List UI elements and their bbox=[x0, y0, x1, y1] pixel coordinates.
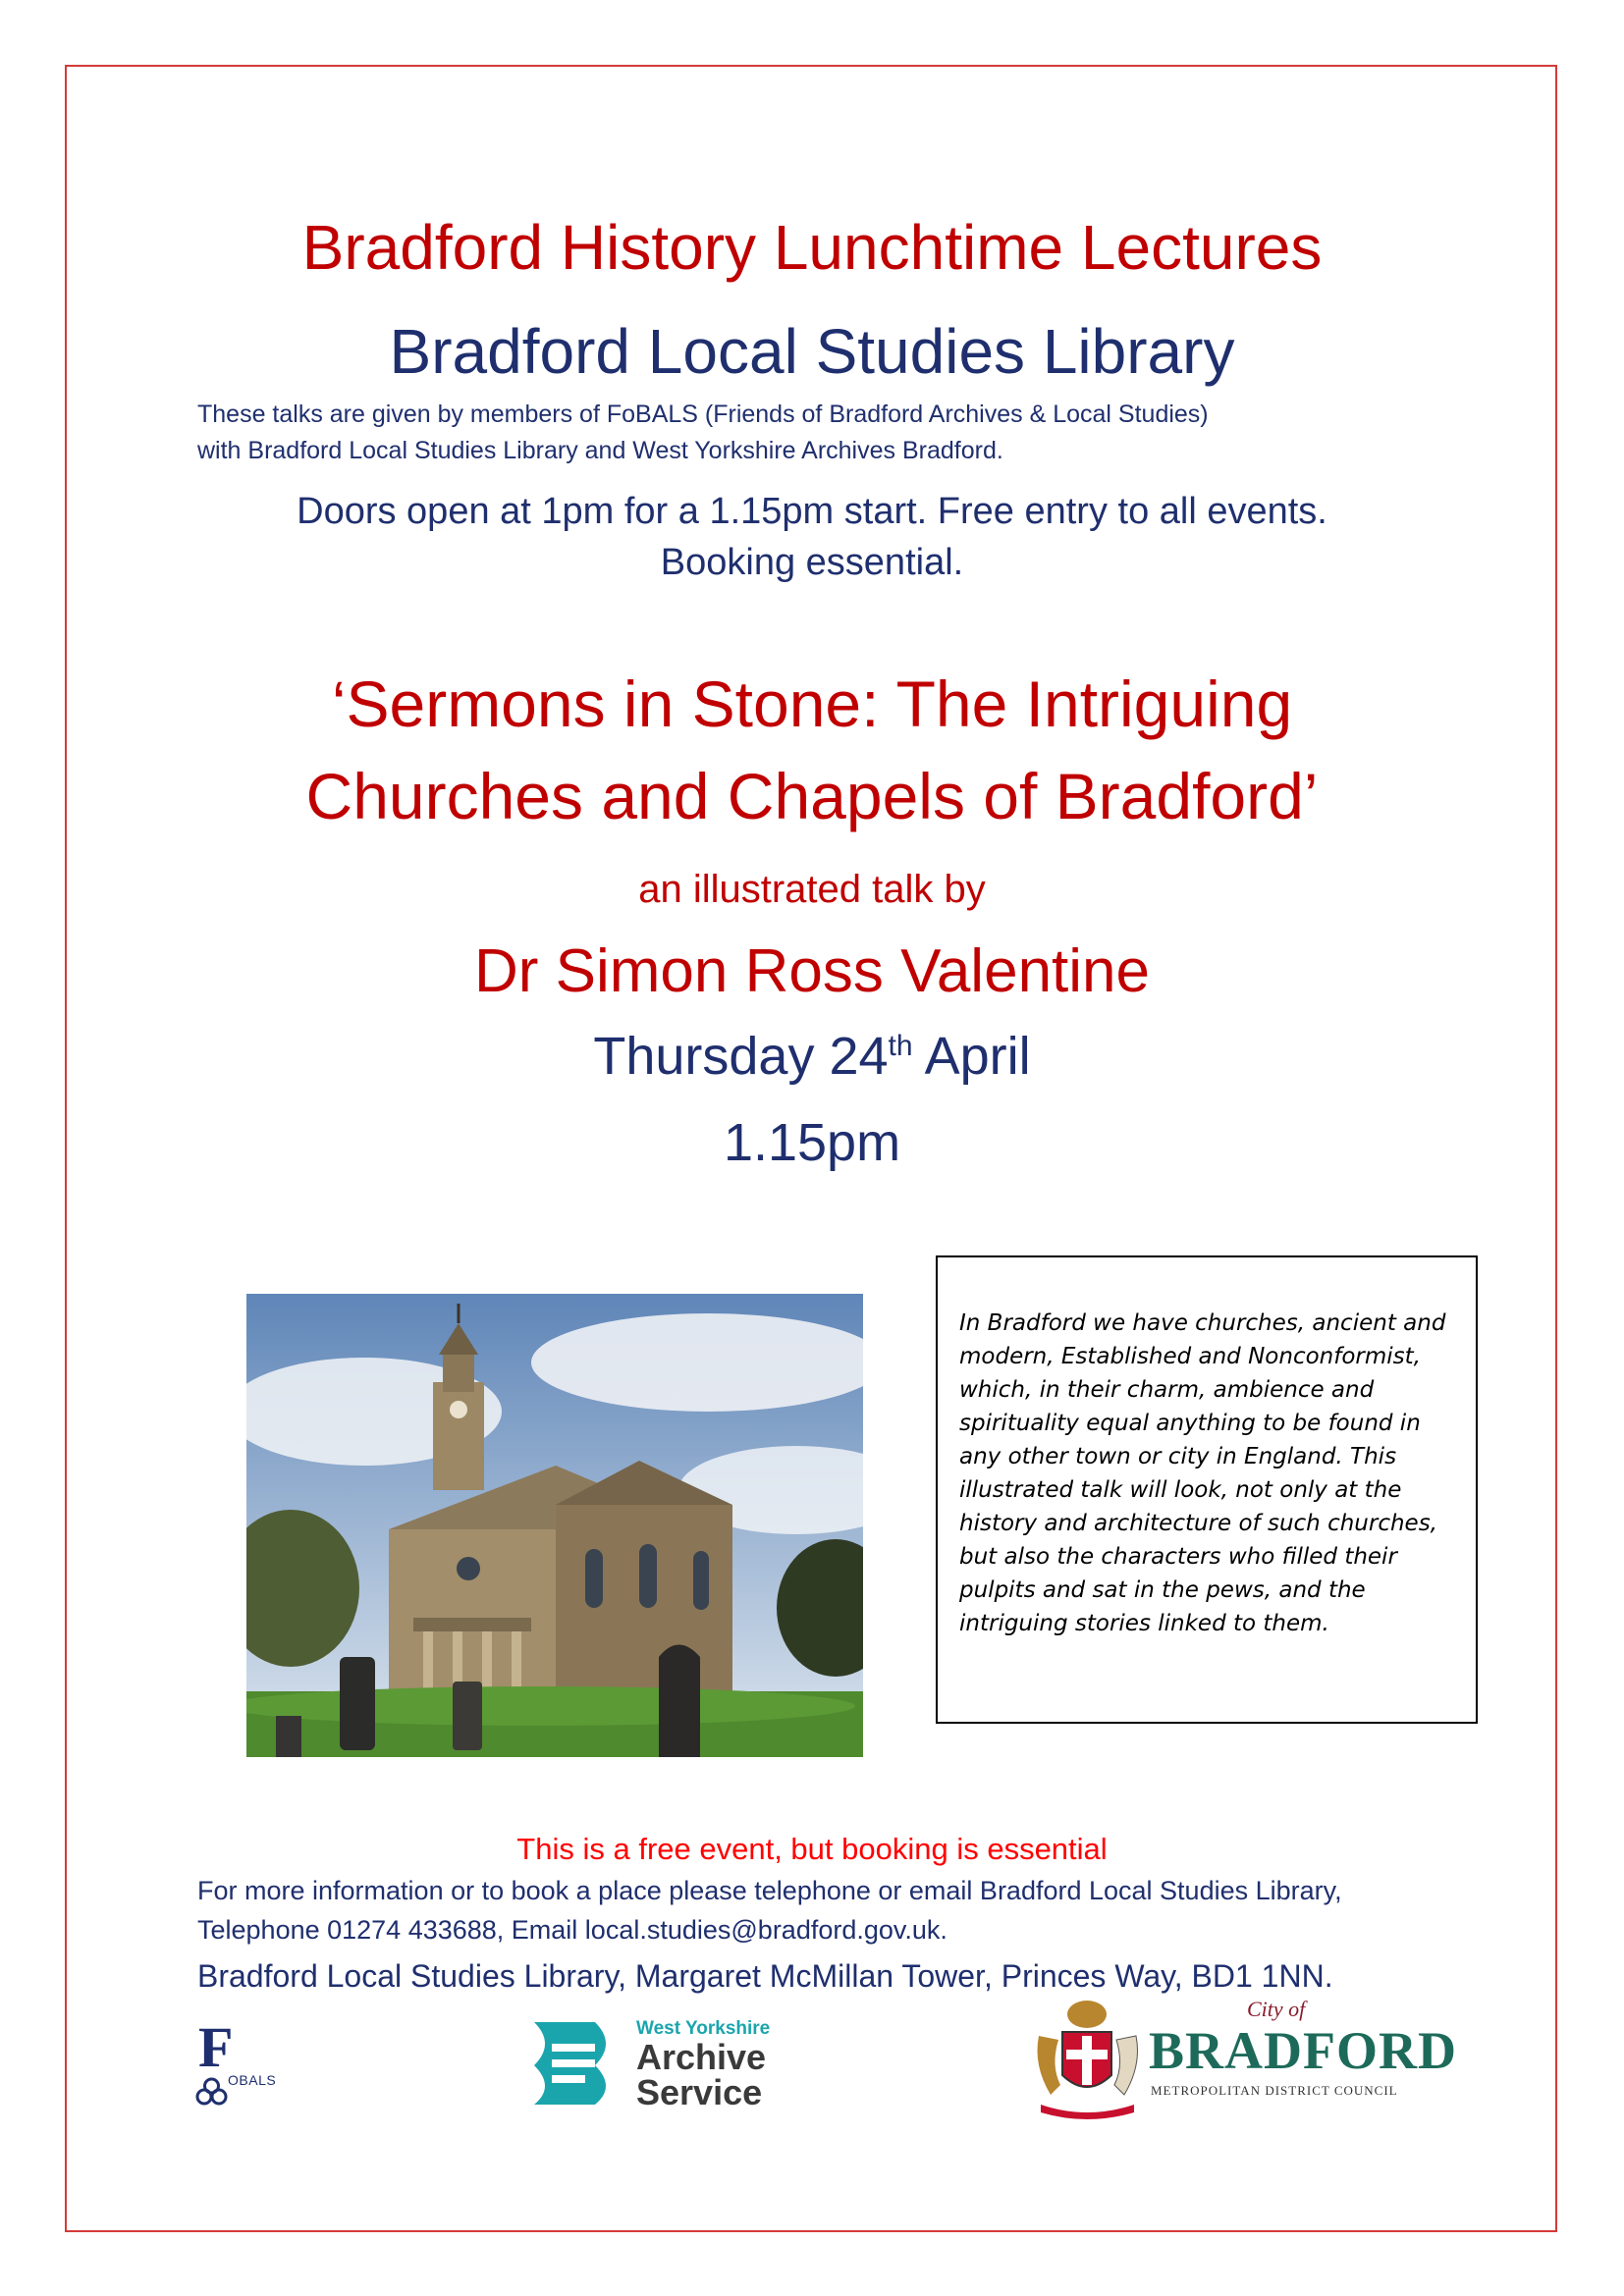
talk-title-line-1: ‘Sermons in Stone: The Intriguing bbox=[331, 667, 1293, 740]
wyas-line-3: Service bbox=[636, 2072, 763, 2112]
date-day: Thursday 24 bbox=[593, 1027, 889, 1086]
booking-info bbox=[197, 1871, 1474, 1949]
intro-line-1: These talks are given by members of FoBALS (Friends of Bradford Archives & Local Studies) bbox=[197, 400, 1209, 428]
event-date bbox=[0, 1021, 1624, 1092]
series-title: Bradford History Lunchtime Lectures bbox=[301, 212, 1323, 283]
doors-info bbox=[0, 486, 1624, 588]
venue-title: Bradford Local Studies Library bbox=[389, 316, 1235, 387]
booking-info-line-1: For more information or to book a place please telephone or email Bradford Local Studies Library, bbox=[197, 1876, 1342, 1905]
doors-line-1: Doors open at 1pm for a 1.15pm start. Free entry to all events. bbox=[297, 491, 1327, 532]
bradford-council-logo bbox=[1031, 1997, 1457, 2124]
church-illustration bbox=[246, 1294, 863, 1757]
fobals-logo bbox=[192, 2015, 300, 2109]
doors-line-2: Booking essential. bbox=[660, 542, 964, 583]
talk-title-line-2: Churches and Chapels of Bradford’ bbox=[305, 760, 1319, 832]
intro-text bbox=[197, 397, 1435, 469]
bradford-line-2: BRADFORD bbox=[1149, 2021, 1457, 2080]
date-ordinal: th bbox=[888, 1030, 913, 1062]
coat-of-arms-icon bbox=[1031, 1997, 1144, 2124]
free-event-notice: This is a free event, but booking is essential bbox=[516, 1832, 1108, 1866]
church-photo bbox=[246, 1294, 863, 1757]
wyas-line-2: Archive bbox=[636, 2037, 767, 2077]
talk-subtitle: an illustrated talk by bbox=[638, 868, 986, 911]
event-time: 1.15pm bbox=[723, 1113, 901, 1172]
bradford-line-1: City of bbox=[1247, 1997, 1306, 2021]
date-month: April bbox=[912, 1027, 1031, 1086]
speaker-name: Dr Simon Ross Valentine bbox=[473, 937, 1151, 1005]
booking-info-line-2: Telephone 01274 433688, Email local.studies@bradford.gov.uk. bbox=[197, 1915, 947, 1945]
wyas-line-1: West Yorkshire bbox=[636, 2018, 771, 2039]
library-address: Bradford Local Studies Library, Margaret McMillan Tower, Princes Way, BD1 1NN. bbox=[197, 1958, 1333, 1994]
wyas-logo bbox=[526, 2014, 821, 2112]
fobals-text: OBALS bbox=[228, 2072, 277, 2088]
bradford-line-3: METROPOLITAN DISTRICT COUNCIL bbox=[1151, 2083, 1398, 2098]
description-box: In Bradford we have churches, ancient and modern, Established and Nonconformist, which, in their charm, ambience and spirituality equal anything to be found in any other town or city in England. This illustrated talk will look, not only at the history and architecture of such churches, but also the characters who filled their pulpits and sat in the pews, and the intriguing stories linked to them. bbox=[936, 1255, 1478, 1724]
scroll-icon bbox=[526, 2014, 624, 2112]
fobals-initial: F bbox=[198, 2015, 234, 2079]
talk-title bbox=[0, 658, 1624, 842]
intro-line-2: with Bradford Local Studies Library and West Yorkshire Archives Bradford. bbox=[197, 437, 1003, 464]
